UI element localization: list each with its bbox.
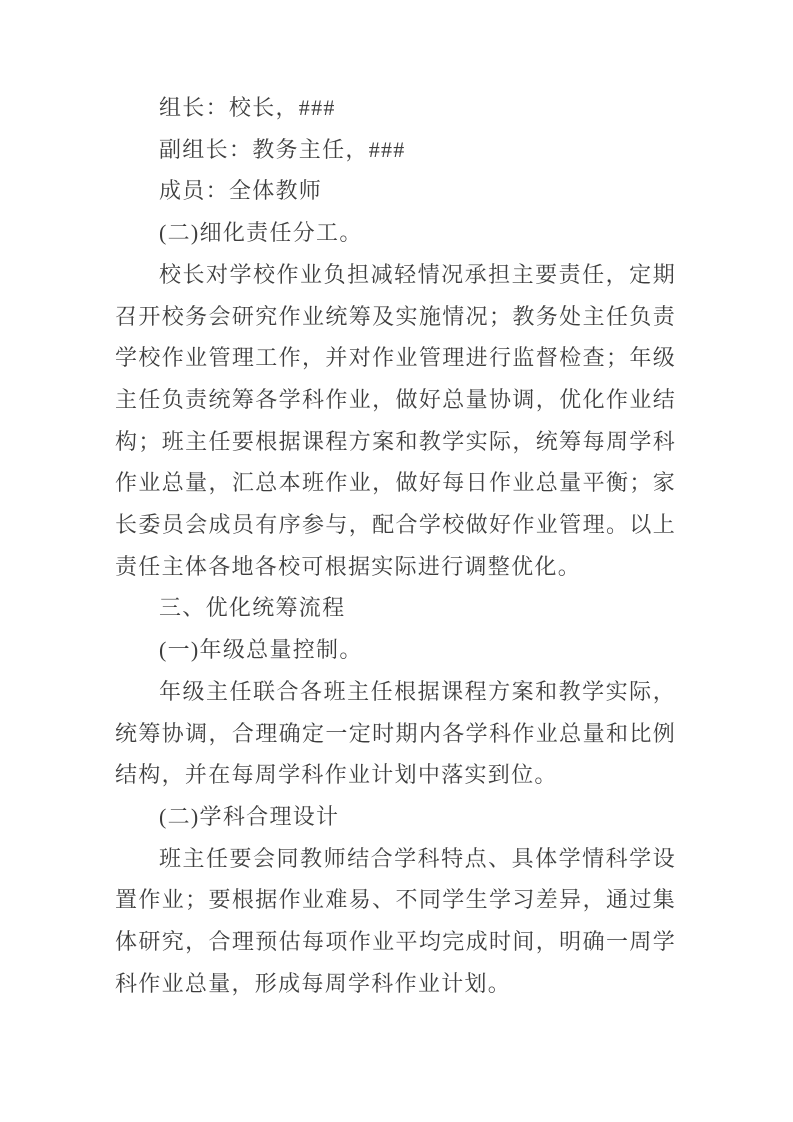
paragraph: (二)学科合理设计 [159, 803, 340, 829]
paragraph: 副组长：教务主任，### [159, 136, 406, 162]
paragraph: 三、优化统筹流程 [159, 595, 346, 621]
document-page [115, 87, 676, 1004]
paragraph: (二)细化责任分工。 [159, 220, 363, 246]
paragraph: 校长对学校作业负担减轻情况承担主要责任，定期召开校务会研究作业统筹及实施情况；教务处主任负责学校作业管理工作，并对作业管理进行监督检查；年级主任负责统筹各学科作业，做好总量协调，优化作业结构；班主任要根据课程方案和教学实际，统筹每周学科作业总量，汇总本班作业，做好每日作业总量平衡；家长委员会成员有序参与，配合学校做好作业管理。以上责任主体各地各校可根据实际进行调整优化。 [115, 261, 676, 579]
paragraph: 组长：校长，### [159, 95, 336, 120]
paragraph: 班主任要会同教师结合学科特点、具体学情科学设置作业；要根据作业难易、不同学生学习差异，通过集体研究，合理预估每项作业平均完成时间，明确一周学科作业总量，形成每周学科作业计划。 [115, 845, 676, 996]
paragraph: (一)年级总量控制。 [159, 637, 363, 663]
paragraph: 成员：全体教师 [159, 178, 323, 204]
paragraph: 年级主任联合各班主任根据课程方案和教学实际，统筹协调，合理确定一定时期内各学科作业总量和比例结构，并在每周学科作业计划中落实到位。 [115, 678, 676, 788]
